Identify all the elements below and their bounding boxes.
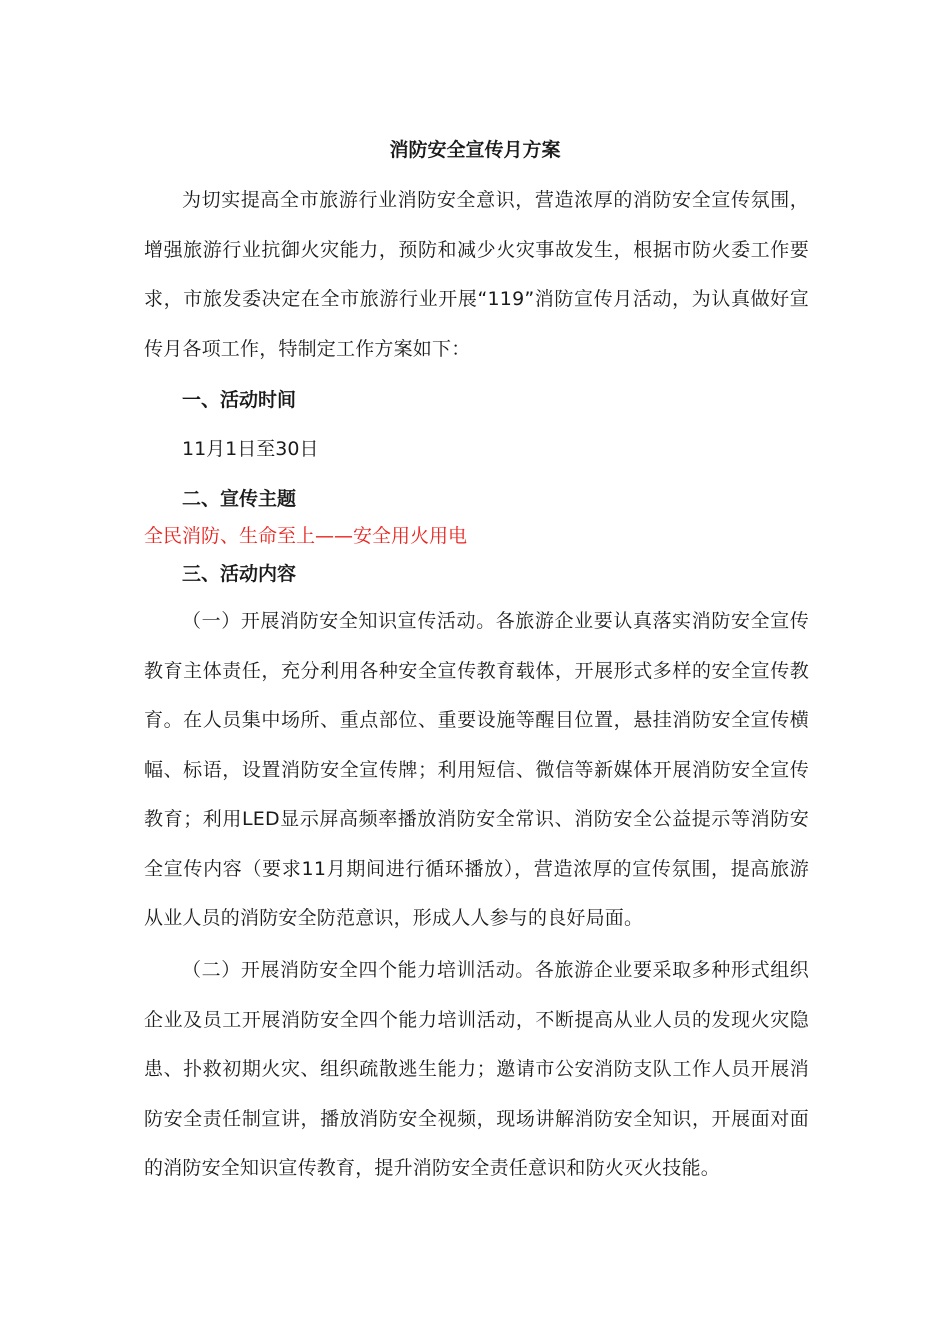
theme-text: 全民消防、生命至上——安全用火用电 bbox=[144, 525, 468, 547]
document-title: 消防安全宣传月方案 bbox=[389, 139, 561, 161]
activity-time-text: 11月1日至30日 bbox=[182, 438, 319, 460]
content-item-2: （二）开展消防安全四个能力培训活动。各旅游企业要采取多种形式组织企业及员工开展消防安全四个能力培训活动，不断提高从业人员的发现火灾隐患、扑救初期火灾、组织疏散逃生能力；邀请市公安消防支队工作人员开展消防安全责任制宣讲，播放消防安全视频，现场讲解消防安全知识，开展面对面的消防安全知识宣传教育，提升消防安全责任意识和防火灭火技能。 bbox=[144, 959, 809, 1179]
intro-paragraph: 为切实提高全市旅游行业消防安全意识，营造浓厚的消防安全宣传氛围，增强旅游行业抗御火灾能力，预防和减少火灾事故发生，根据市防火委工作要求，市旅发委决定在全市旅游行业开展“119”消防宣传月活动，为认真做好宣传月各项工作，特制定工作方案如下： bbox=[144, 189, 809, 360]
section-heading-theme: 二、宣传主题 bbox=[182, 488, 297, 510]
section-heading-time: 一、活动时间 bbox=[182, 389, 297, 411]
section-heading-content: 三、活动内容 bbox=[182, 563, 297, 585]
content-item-1: （一）开展消防安全知识宣传活动。各旅游企业要认真落实消防安全宣传教育主体责任，充分利用各种安全宣传教育载体，开展形式多样的安全宣传教育。在人员集中场所、重点部位、重要设施等醒目位置，悬挂消防安全宣传横幅、标语，设置消防安全宣传牌；利用短信、微信等新媒体开展消防安全宣传教育；利用LED显示屏高频率播放消防安全常识、消防安全公益提示等消防安全宣传内容（要求11月期间进行循环播放），营造浓厚的宣传氛围，提高旅游从业人员的消防安全防范意识，形成人人参与的良好局面。 bbox=[144, 610, 809, 929]
